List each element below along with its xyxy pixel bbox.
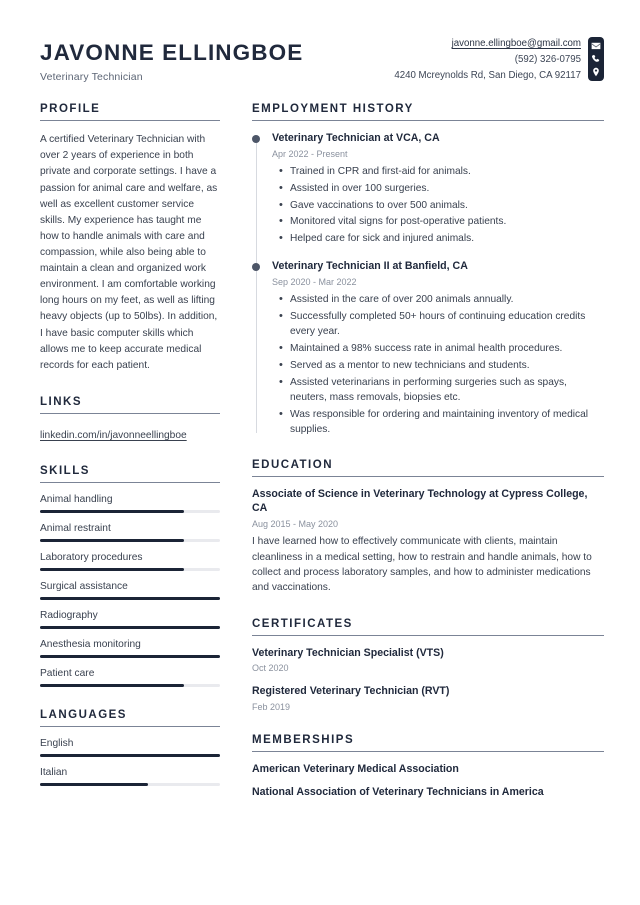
language-bar-track [40,783,220,786]
section-memberships [252,734,604,800]
list-item: • Maintained a 98% success rate in animal health procedures. [290,341,604,356]
section-title-links: LINKS [40,396,220,414]
employment-entry-date: Sep 2020 - Mar 2022 [272,277,357,288]
name-block [40,34,303,83]
section-title-memberships: MEMBERSHIPS [252,734,604,752]
education-entry-text: I have learned how to effectively communicate with clients, maintain cleanliness in a medical setting, how to restrain and handle animals, how to collect and process laboratory samples, and how to administer medications and vaccinations. [252,536,592,594]
skill-bar-track [40,626,220,629]
membership-title: American Veterinary Medical Association [252,763,459,776]
language-row [40,738,220,757]
language-label: Italian [40,766,68,778]
language-label: English [40,737,74,749]
membership-entry [252,763,604,777]
list-item: • Successfully completed 50+ hours of continuing education credits every year. [290,309,604,340]
skill-row [40,610,220,629]
skill-bar-fill [40,568,184,571]
section-title-employment: EMPLOYMENT HISTORY [252,103,604,121]
employment-entry-title: Veterinary Technician at VCA, CA [272,132,440,145]
certificate-date: Feb 2019 [252,702,291,713]
certificate-title: Veterinary Technician Specialist (VTS) [252,646,444,659]
language-row [40,767,220,786]
certificate-entry [252,685,604,712]
envelope-icon [591,41,601,51]
section-education [252,459,604,595]
skill-row [40,494,220,513]
section-title-certificates: CERTIFICATES [252,618,604,636]
language-bar-fill [40,783,148,786]
skill-row [40,668,220,687]
list-item: • Helped care for sick and injured animals. [290,231,604,246]
section-title-skills: SKILLS [40,465,220,483]
employment-entry-bullets [272,292,604,437]
link-item[interactable]: linkedin.com/in/javonneellingboe [40,429,187,441]
contact-lines [394,37,581,83]
education-entry [252,488,604,595]
skill-label: Laboratory procedures [40,551,143,563]
section-skills [40,465,220,687]
skill-bar-track [40,684,220,687]
timeline-dot-icon [252,135,260,143]
skill-bar-track [40,597,220,600]
list-item: • Served as a mentor to new technicians and students. [290,358,604,373]
employment-entry-bullets [272,164,604,246]
skill-bar-track [40,655,220,658]
employment-entry [272,260,604,437]
list-item: • Was responsible for ordering and maintaining inventory of medical supplies. [290,407,604,438]
employment-entry-date: Apr 2022 - Present [272,148,348,159]
skill-label: Surgical assistance [40,580,128,592]
location-pin-icon [591,67,601,77]
skill-row [40,523,220,542]
certificate-entry [252,647,604,674]
list-item: • Assisted in the care of over 200 animals annually. [290,292,604,307]
skill-bar-fill [40,626,220,629]
skill-bar-fill [40,597,220,600]
language-bar-fill [40,754,220,757]
skill-bar-fill [40,510,184,513]
section-title-languages: LANGUAGES [40,709,220,727]
certificate-title: Registered Veterinary Technician (RVT) [252,685,450,698]
contact-address: 4240 Mcreynolds Rd, San Diego, CA 92117 [394,70,581,82]
education-entry-title: Associate of Science in Veterinary Technology at Cypress College, CA [252,488,588,515]
skill-label: Animal restraint [40,522,111,534]
resume-header [40,34,604,103]
skill-bar-track [40,539,220,542]
list-item: • Assisted veterinarians in performing surgeries such as spays, neuters, mass removals, biopsies etc. [290,375,604,406]
candidate-name: JAVONNE ELLINGBOE [40,40,304,65]
list-item: • Gave vaccinations to over 500 animals. [290,198,604,213]
section-certificates [252,618,604,713]
contact-phone: (592) 326-0795 [514,54,581,66]
list-item: • Trained in CPR and first-aid for animals. [290,164,604,179]
skill-label: Animal handling [40,493,113,505]
employment-entry-title: Veterinary Technician II at Banfield, CA [272,260,468,273]
profile-text: A certified Veterinary Technician with over 2 years of experience in both private and corporate settings. I have a passion for animal care and welfare, as well as excellent customer service skills. My experience has taught me how to handle animals with care and compassion, while also being able to maintain a clean and organized work environment. I am comfortable working long hours on my feet, as well as lifting heavy objects (up to 50lbs). In addition, I have basic computer skills which allows me to keep accurate medical records for each patient. [40,134,218,371]
membership-title: National Association of Veterinary Technicians in America [252,786,544,799]
skill-label: Anesthesia monitoring [40,638,141,650]
sidebar-column [40,103,220,808]
skill-bar-track [40,568,220,571]
skill-row [40,552,220,571]
candidate-job-title: Veterinary Technician [40,70,143,83]
section-employment-history [252,103,604,437]
section-languages [40,709,220,786]
section-title-profile: PROFILE [40,103,220,121]
skill-row [40,639,220,658]
resume-body [40,103,604,822]
main-column [252,103,604,822]
section-title-education: EDUCATION [252,459,604,477]
section-links [40,396,220,443]
skill-bar-fill [40,655,220,658]
phone-icon [591,54,601,64]
contact-icon-strip [588,37,604,81]
section-profile [40,103,220,374]
list-item: • Assisted in over 100 surgeries. [290,181,604,196]
list-item: • Monitored vital signs for post-operative patients. [290,214,604,229]
skill-bar-fill [40,539,184,542]
contact-email[interactable]: javonne.ellingboe@gmail.com [451,38,581,49]
education-entry-date: Aug 2015 - May 2020 [252,519,339,530]
skill-bar-track [40,510,220,513]
skill-bar-fill [40,684,184,687]
skill-label: Radiography [40,609,98,621]
skill-row [40,581,220,600]
membership-entry [252,786,604,800]
employment-entry [272,132,604,246]
contact-block [394,34,604,83]
language-bar-track [40,754,220,757]
employment-timeline [252,132,604,437]
certificate-date: Oct 2020 [252,663,289,674]
timeline-dot-icon [252,263,260,271]
skill-label: Patient care [40,667,95,679]
